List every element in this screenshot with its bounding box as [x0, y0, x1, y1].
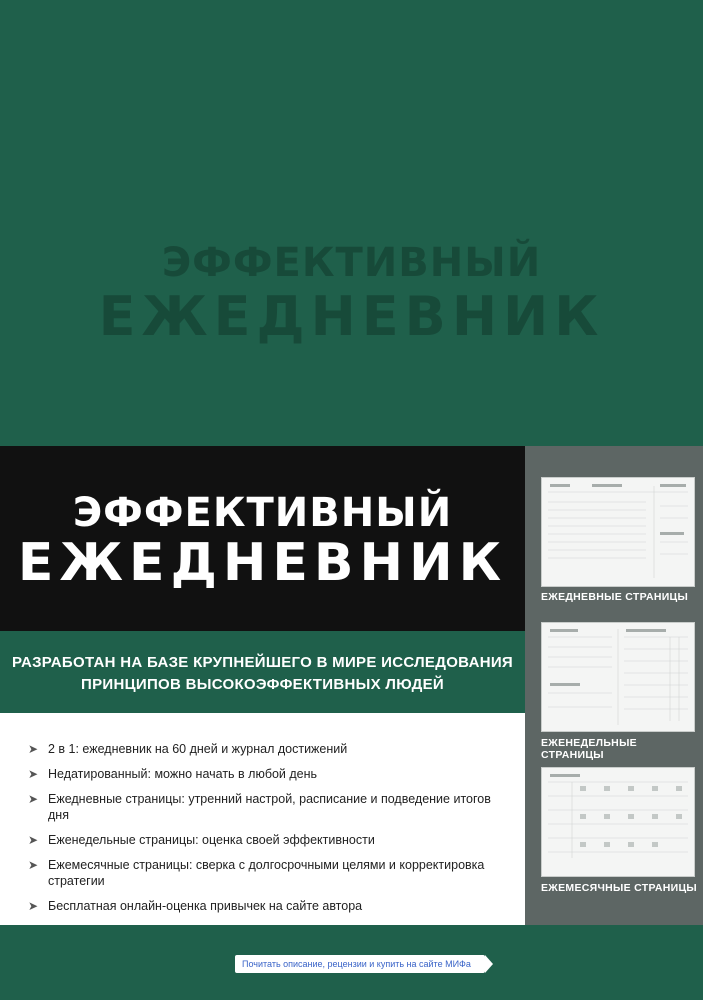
- daily-pages-caption: ЕЖЕДНЕВНЫЕ СТРАНИЦЫ: [541, 591, 689, 603]
- features-list: [28, 741, 498, 923]
- monthly-pages-caption: ЕЖЕМЕСЯЧНЫЕ СТРАНИЦЫ: [541, 882, 698, 894]
- arrow-bullet-icon: ➤: [28, 767, 39, 781]
- arrow-bullet-icon: ➤: [28, 833, 39, 847]
- arrow-bullet-icon: ➤: [28, 858, 39, 872]
- subtitle-line2: ПРИНЦИПОВ ВЫСОКОЭФФЕКТИВНЫХ ЛЮДЕЙ: [81, 676, 444, 693]
- monthly-page-preview-icon: [542, 768, 694, 876]
- monthly-page-thumbnail: [541, 767, 695, 877]
- arrow-bullet-icon: ➤: [28, 742, 39, 756]
- daily-page-thumbnail: [541, 477, 695, 587]
- arrow-bullet-icon: ➤: [28, 792, 39, 806]
- feature-text: Ежемесячные страницы: сверка с долгосрочными целями и корректировка стратегии: [48, 858, 485, 888]
- weekly-pages-caption: ЕЖЕНЕДЕЛЬНЫЕ СТРАНИЦЫ: [541, 737, 637, 761]
- subtitle: [0, 652, 525, 696]
- list-item: [28, 791, 498, 823]
- embossed-title-line1: ЭФФЕКТИВНЫЙ: [161, 240, 542, 286]
- title-line1: ЭФФЕКТИВНЫЙ: [72, 490, 453, 536]
- list-item: [28, 766, 498, 782]
- arrow-bullet-icon: ➤: [28, 899, 39, 913]
- feature-text: Еженедельные страницы: оценка своей эффективности: [48, 833, 375, 847]
- weekly-page-thumbnail: [541, 622, 695, 732]
- feature-text: Недатированный: можно начать в любой день: [48, 767, 318, 781]
- list-item: [28, 857, 498, 889]
- weekly-page-preview-icon: [542, 623, 694, 731]
- feature-text: 2 в 1: ежедневник на 60 дней и журнал достижений: [48, 742, 348, 756]
- title-line2: ЕЖЕДНЕВНИК: [17, 533, 508, 593]
- daily-page-preview-icon: [542, 478, 694, 586]
- features-panel: [0, 713, 525, 925]
- feature-text: Ежедневные страницы: утренний настрой, расписание и подведение итогов дня: [48, 792, 491, 822]
- embossed-title-line2: ЕЖЕДНЕВНИК: [98, 285, 605, 348]
- feature-text: Бесплатная онлайн-оценка привычек на сайте автора: [48, 899, 363, 913]
- mif-site-link[interactable]: Почитать описание, рецензии и купить на сайте МИФа: [235, 955, 485, 973]
- list-item: [28, 898, 498, 914]
- cover-background: [0, 0, 703, 446]
- list-item: [28, 741, 498, 757]
- list-item: [28, 832, 498, 848]
- subtitle-line1: РАЗРАБОТАН НА БАЗЕ КРУПНЕЙШЕГО В МИРЕ ИССЛЕДОВАНИЯ: [11, 654, 513, 671]
